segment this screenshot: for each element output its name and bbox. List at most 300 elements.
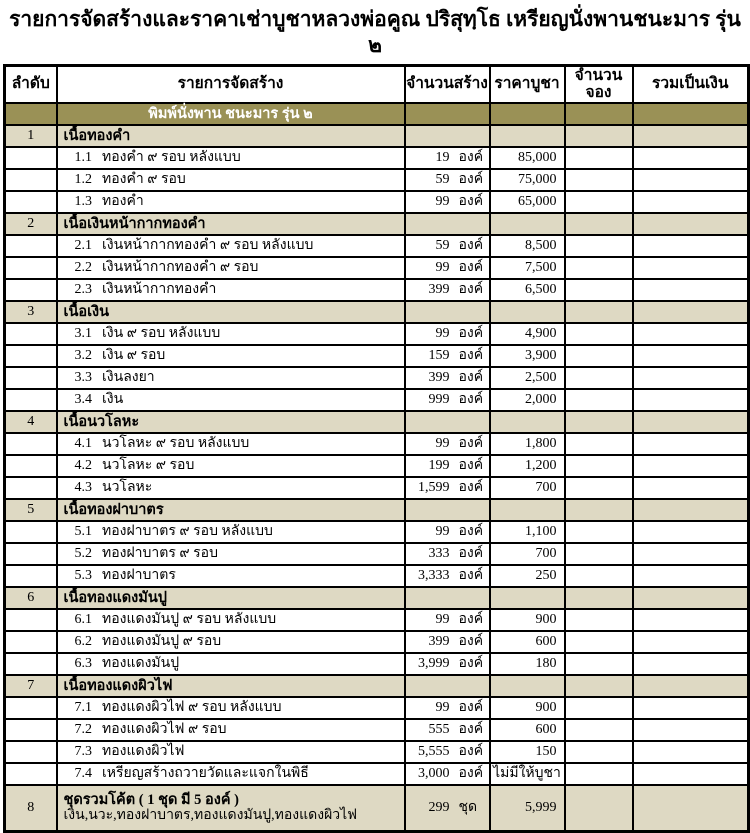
item-name: ทองคำ (102, 194, 144, 209)
quantity-value: 59 (406, 238, 450, 254)
band-cell (565, 103, 633, 125)
quantity-value: 99 (406, 524, 450, 540)
cell-worship-price (490, 125, 565, 147)
cell-item-name (57, 279, 405, 301)
cell-quantity-made (405, 301, 490, 323)
quantity-unit: องค์ (459, 172, 484, 188)
quantity-value: 59 (406, 172, 450, 188)
cell-total-amount (633, 147, 749, 169)
section-row (5, 411, 749, 433)
item-row (5, 257, 749, 279)
cell-quantity-reserved (565, 675, 633, 697)
cell-quantity-reserved (565, 433, 633, 455)
cell-section-title: เนื้อเงินหน้ากากทองคำ (57, 213, 405, 235)
item-code: 4.3 (75, 480, 93, 496)
cell-total-amount (633, 301, 749, 323)
cell-item-name (57, 345, 405, 367)
cell-total-amount (633, 279, 749, 301)
cell-worship-price: 180 (490, 653, 565, 675)
cell-worship-price: 600 (490, 719, 565, 741)
item-name: ทองฝาบาตร ๙ รอบ (102, 546, 218, 561)
header-qty-made: จำนวนสร้าง (405, 65, 490, 103)
cell-total-amount (633, 169, 749, 191)
cell-item-name (57, 477, 405, 499)
cell-total-amount (633, 257, 749, 279)
item-code: 5.3 (75, 568, 93, 584)
item-code: 7.1 (75, 700, 93, 716)
cell-item-name (57, 719, 405, 741)
item-row (5, 477, 749, 499)
cell-worship-price: 75,000 (490, 169, 565, 191)
cell-quantity-reserved (565, 213, 633, 235)
item-row (5, 389, 749, 411)
price-table (3, 64, 750, 833)
cell-item-number (5, 763, 57, 785)
cell-item-name (57, 433, 405, 455)
quantity-value: 3,333 (406, 568, 450, 584)
item-name: เหรียญสร้างถวายวัดและแจกในพิธี (102, 766, 309, 781)
item-row (5, 719, 749, 741)
cell-quantity-made (405, 785, 490, 832)
cell-item-name (57, 543, 405, 565)
cell-quantity-reserved (565, 763, 633, 785)
header-total: รวมเป็นเงิน (633, 65, 749, 103)
cell-quantity-reserved (565, 235, 633, 257)
cell-quantity-made (405, 257, 490, 279)
cell-total-amount (633, 565, 749, 587)
cell-quantity-reserved (565, 565, 633, 587)
quantity-unit: องค์ (459, 370, 484, 386)
quantity-unit: องค์ (459, 744, 484, 760)
cell-worship-price (490, 675, 565, 697)
cell-item-number (5, 389, 57, 411)
band-cell (405, 103, 490, 125)
cell-quantity-made (405, 741, 490, 763)
item-name: ทองแดงมันปู ๙ รอบ หลังแบบ (102, 612, 276, 627)
quantity-value: 19 (406, 150, 450, 166)
item-row (5, 521, 749, 543)
series-band-title: พิมพ์นั่งพาน ชนะมาร รุ่น ๒ (57, 103, 405, 125)
cell-total-amount (633, 213, 749, 235)
item-row (5, 697, 749, 719)
cell-section-number: 7 (5, 675, 57, 697)
quantity-unit: องค์ (459, 282, 484, 298)
cell-quantity-reserved (565, 785, 633, 832)
item-code: 3.1 (75, 326, 93, 342)
cell-quantity-reserved (565, 301, 633, 323)
cell-worship-price: 700 (490, 543, 565, 565)
item-code: 7.2 (75, 722, 93, 738)
item-name: ทองแดงผิวไฟ ๙ รอบ (102, 722, 227, 737)
cell-item-number (5, 521, 57, 543)
quantity-unit: องค์ (459, 612, 484, 628)
cell-quantity-reserved (565, 411, 633, 433)
band-cell (5, 103, 57, 125)
quantity-unit: องค์ (459, 458, 484, 474)
cell-quantity-reserved (565, 609, 633, 631)
item-name: นวโลหะ ๙ รอบ (102, 458, 194, 473)
section-row (5, 675, 749, 697)
item-row (5, 191, 749, 213)
quantity-unit: องค์ (459, 568, 484, 584)
cell-quantity-made (405, 543, 490, 565)
cell-quantity-reserved (565, 653, 633, 675)
cell-item-number (5, 257, 57, 279)
header-price: ราคาบูชา (490, 65, 565, 103)
quantity-value: 1,599 (406, 480, 450, 496)
band-cell (490, 103, 565, 125)
quantity-unit: องค์ (459, 392, 484, 408)
quantity-value: 99 (406, 326, 450, 342)
item-row (5, 543, 749, 565)
cell-item-number (5, 609, 57, 631)
quantity-unit: องค์ (459, 260, 484, 276)
cell-quantity-made (405, 521, 490, 543)
quantity-value: 299 (406, 800, 450, 816)
cell-total-amount (633, 697, 749, 719)
cell-item-name (57, 653, 405, 675)
cell-quantity-made (405, 389, 490, 411)
cell-total-amount (633, 477, 749, 499)
cell-worship-price: 900 (490, 697, 565, 719)
cell-item-number (5, 345, 57, 367)
quantity-value: 99 (406, 436, 450, 452)
item-row (5, 367, 749, 389)
cell-quantity-reserved (565, 323, 633, 345)
cell-total-amount (633, 587, 749, 609)
cell-quantity-reserved (565, 389, 633, 411)
cell-worship-price (490, 301, 565, 323)
quantity-unit: องค์ (459, 656, 484, 672)
item-name: ทองคำ ๙ รอบ (102, 172, 186, 187)
item-row (5, 235, 749, 257)
item-name: เงิน (102, 392, 123, 407)
item-row (5, 345, 749, 367)
item-code: 7.3 (75, 744, 93, 760)
cell-quantity-made (405, 477, 490, 499)
cell-item-number (5, 235, 57, 257)
quantity-value: 399 (406, 282, 450, 298)
cell-worship-price: 900 (490, 609, 565, 631)
cell-total-amount (633, 719, 749, 741)
cell-worship-price: 4,900 (490, 323, 565, 345)
cell-total-amount (633, 675, 749, 697)
cell-quantity-made (405, 345, 490, 367)
cell-section-number: 6 (5, 587, 57, 609)
item-code: 2.2 (75, 260, 93, 276)
cell-section-number: 4 (5, 411, 57, 433)
cell-quantity-reserved (565, 587, 633, 609)
cell-quantity-reserved (565, 521, 633, 543)
cell-quantity-reserved (565, 631, 633, 653)
item-name: เงินหน้ากากทองคำ ๙ รอบ (102, 260, 258, 275)
cell-quantity-made (405, 697, 490, 719)
cell-total-amount (633, 499, 749, 521)
cell-quantity-made (405, 587, 490, 609)
band-cell (633, 103, 749, 125)
cell-quantity-reserved (565, 499, 633, 521)
cell-section-number: 8 (5, 785, 57, 832)
cell-quantity-made (405, 367, 490, 389)
item-code: 2.3 (75, 282, 93, 298)
cell-quantity-made (405, 433, 490, 455)
quantity-unit: องค์ (459, 238, 484, 254)
item-row (5, 609, 749, 631)
cell-quantity-reserved (565, 741, 633, 763)
page-title: รายการจัดสร้างและราคาเช่าบูชาหลวงพ่อคูณ ปริสุทฺโธ เหรียญนั่งพานชนะมาร รุ่น ๒ (0, 0, 750, 64)
cell-worship-price: 5,999 (490, 785, 565, 832)
item-name: ทองแดงมันปู (102, 656, 179, 671)
quantity-value: 99 (406, 700, 450, 716)
item-name: เงินลงยา (102, 370, 155, 385)
cell-section-number: 3 (5, 301, 57, 323)
cell-item-name (57, 455, 405, 477)
section-row (5, 301, 749, 323)
cell-total-amount (633, 125, 749, 147)
quantity-value: 3,000 (406, 766, 450, 782)
quantity-unit: ชุด (459, 800, 478, 816)
cell-total-amount (633, 323, 749, 345)
cell-total-amount (633, 455, 749, 477)
item-code: 6.2 (75, 634, 93, 650)
quantity-unit: องค์ (459, 524, 484, 540)
cell-section-number: 2 (5, 213, 57, 235)
cell-quantity-reserved (565, 279, 633, 301)
cell-quantity-made (405, 191, 490, 213)
cell-worship-price (490, 499, 565, 521)
price-table-body (5, 103, 749, 832)
quantity-unit: องค์ (459, 150, 484, 166)
cell-quantity-made (405, 675, 490, 697)
cell-quantity-reserved (565, 719, 633, 741)
cell-total-amount (633, 389, 749, 411)
cell-item-name (57, 235, 405, 257)
cell-item-name (57, 191, 405, 213)
cell-worship-price: 2,000 (490, 389, 565, 411)
cell-item-number (5, 279, 57, 301)
item-row (5, 323, 749, 345)
cell-section-number: 5 (5, 499, 57, 521)
cell-worship-price: 3,900 (490, 345, 565, 367)
cell-item-number (5, 191, 57, 213)
cell-total-amount (633, 411, 749, 433)
cell-quantity-reserved (565, 697, 633, 719)
item-row (5, 565, 749, 587)
item-row (5, 147, 749, 169)
cell-quantity-made (405, 125, 490, 147)
quantity-value: 3,999 (406, 656, 450, 672)
cell-section-title: เนื้อเงิน (57, 301, 405, 323)
cell-quantity-made (405, 169, 490, 191)
quantity-value: 399 (406, 634, 450, 650)
cell-total-amount (633, 785, 749, 832)
cell-quantity-made (405, 609, 490, 631)
cell-worship-price: 1,800 (490, 433, 565, 455)
cell-item-number (5, 477, 57, 499)
item-name: ทองแดงผิวไฟ ๙ รอบ หลังแบบ (102, 700, 281, 715)
cell-total-amount (633, 543, 749, 565)
section-row (5, 587, 749, 609)
item-code: 4.2 (75, 458, 93, 474)
cell-item-name (57, 257, 405, 279)
cell-total-amount (633, 191, 749, 213)
item-row (5, 741, 749, 763)
item-code: 5.2 (75, 546, 93, 562)
cell-item-number (5, 741, 57, 763)
cell-item-number (5, 323, 57, 345)
cell-section-title: เนื้อทองแดงผิวไฟ (57, 675, 405, 697)
cell-item-number (5, 719, 57, 741)
item-name: นวโลหะ (102, 480, 152, 495)
cell-item-number (5, 169, 57, 191)
item-name: ทองฝาบาตร (102, 568, 176, 583)
item-row (5, 653, 749, 675)
cell-section-title: เนื้อทองคำ (57, 125, 405, 147)
quantity-value: 99 (406, 260, 450, 276)
cell-item-number (5, 653, 57, 675)
cell-total-amount (633, 521, 749, 543)
cell-quantity-reserved (565, 543, 633, 565)
item-code: 4.1 (75, 436, 93, 452)
table-header (5, 65, 749, 103)
cell-item-name (57, 697, 405, 719)
cell-quantity-made (405, 455, 490, 477)
cell-item-number (5, 697, 57, 719)
cell-quantity-made (405, 235, 490, 257)
cell-section-title (57, 785, 405, 832)
cell-item-number (5, 543, 57, 565)
section-row (5, 213, 749, 235)
cell-item-number (5, 367, 57, 389)
cell-worship-price: 1,200 (490, 455, 565, 477)
item-name: ทองคำ ๙ รอบ หลังแบบ (102, 150, 241, 165)
cell-worship-price: 700 (490, 477, 565, 499)
item-code: 1.3 (75, 194, 93, 210)
item-code: 3.4 (75, 392, 93, 408)
series-band-row (5, 103, 749, 125)
item-code: 3.2 (75, 348, 93, 364)
cell-total-amount (633, 609, 749, 631)
item-code: 1.2 (75, 172, 93, 188)
item-row (5, 455, 749, 477)
item-name: เงิน ๙ รอบ หลังแบบ (102, 326, 220, 341)
cell-worship-price: 7,500 (490, 257, 565, 279)
cell-worship-price (490, 411, 565, 433)
cell-item-number (5, 455, 57, 477)
cell-quantity-made (405, 213, 490, 235)
cell-item-name (57, 521, 405, 543)
cell-item-name (57, 631, 405, 653)
cell-section-number: 1 (5, 125, 57, 147)
cell-quantity-reserved (565, 455, 633, 477)
quantity-value: 159 (406, 348, 450, 364)
section-subtitle-line: เงิน,นวะ,ทองฝาบาตร,ทองแดงมันปู,ทองแดงผิวไฟ (58, 808, 404, 824)
cell-worship-price: 6,500 (490, 279, 565, 301)
header-item: รายการจัดสร้าง (57, 65, 405, 103)
header-row (5, 65, 749, 103)
cell-item-name (57, 763, 405, 785)
cell-total-amount (633, 235, 749, 257)
item-row (5, 763, 749, 785)
section-row (5, 785, 749, 832)
cell-quantity-made (405, 323, 490, 345)
section-row (5, 499, 749, 521)
item-code: 7.4 (75, 766, 93, 782)
cell-total-amount (633, 741, 749, 763)
cell-quantity-made (405, 565, 490, 587)
cell-quantity-made (405, 631, 490, 653)
cell-quantity-made (405, 653, 490, 675)
cell-item-name (57, 323, 405, 345)
cell-quantity-made (405, 719, 490, 741)
item-row (5, 279, 749, 301)
cell-item-name (57, 389, 405, 411)
quantity-value: 99 (406, 194, 450, 210)
cell-quantity-reserved (565, 147, 633, 169)
item-code: 3.3 (75, 370, 93, 386)
cell-total-amount (633, 653, 749, 675)
cell-quantity-reserved (565, 191, 633, 213)
quantity-unit: องค์ (459, 194, 484, 210)
cell-worship-price (490, 213, 565, 235)
cell-item-number (5, 433, 57, 455)
cell-item-number (5, 631, 57, 653)
cell-worship-price: ไม่มีให้บูชา (490, 763, 565, 785)
cell-item-number (5, 565, 57, 587)
cell-section-title: เนื้อทองแดงมันปู (57, 587, 405, 609)
header-qty-reserved: จำนวนจอง (565, 65, 633, 103)
quantity-unit: องค์ (459, 722, 484, 738)
item-row (5, 433, 749, 455)
item-row (5, 169, 749, 191)
item-code: 6.1 (75, 612, 93, 628)
cell-item-number (5, 147, 57, 169)
quantity-unit: องค์ (459, 546, 484, 562)
cell-worship-price: 600 (490, 631, 565, 653)
section-row (5, 125, 749, 147)
item-code: 5.1 (75, 524, 93, 540)
quantity-value: 199 (406, 458, 450, 474)
item-name: ทองฝาบาตร ๙ รอบ หลังแบบ (102, 524, 273, 539)
cell-item-name (57, 609, 405, 631)
cell-worship-price: 85,000 (490, 147, 565, 169)
cell-item-name (57, 741, 405, 763)
cell-worship-price (490, 587, 565, 609)
cell-total-amount (633, 433, 749, 455)
cell-worship-price: 8,500 (490, 235, 565, 257)
cell-worship-price: 2,500 (490, 367, 565, 389)
item-name: เงินหน้ากากทองคำ ๙ รอบ หลังแบบ (102, 238, 313, 253)
section-title-line: ชุดรวมโค้ต ( 1 ชุด มี 5 องค์ ) (58, 792, 404, 809)
quantity-unit: องค์ (459, 634, 484, 650)
cell-total-amount (633, 367, 749, 389)
item-name: เงินหน้ากากทองคำ (102, 282, 216, 297)
cell-quantity-made (405, 763, 490, 785)
cell-item-name (57, 367, 405, 389)
quantity-value: 5,555 (406, 744, 450, 760)
cell-quantity-made (405, 147, 490, 169)
cell-total-amount (633, 631, 749, 653)
cell-quantity-reserved (565, 125, 633, 147)
header-no: ลำดับ (5, 65, 57, 103)
cell-total-amount (633, 763, 749, 785)
cell-item-name (57, 169, 405, 191)
cell-worship-price: 150 (490, 741, 565, 763)
quantity-unit: องค์ (459, 480, 484, 496)
cell-worship-price: 65,000 (490, 191, 565, 213)
quantity-value: 999 (406, 392, 450, 408)
cell-section-title: เนื้อทองฝาบาตร (57, 499, 405, 521)
